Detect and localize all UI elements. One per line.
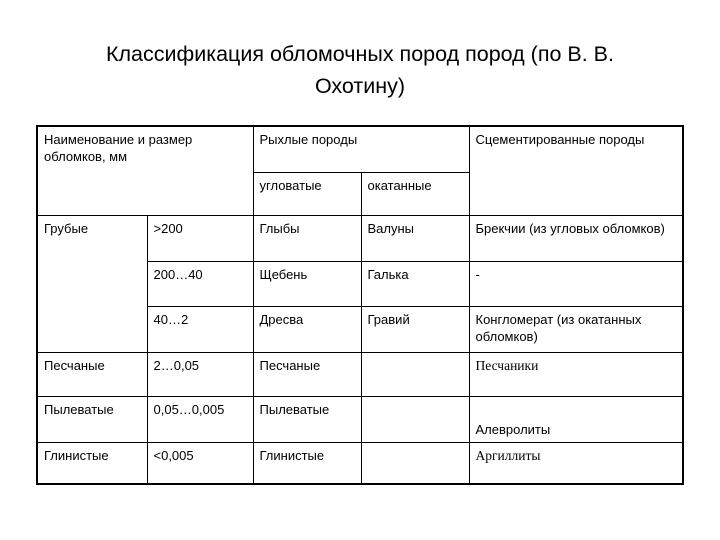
rounded-cell: Валуны xyxy=(361,215,469,261)
size-cell: <0,005 xyxy=(147,442,253,484)
slide-title xyxy=(40,38,680,102)
table-row xyxy=(37,352,683,396)
empty-cell xyxy=(361,352,469,396)
loose-cell: Пылеватые xyxy=(253,396,361,442)
title-line-1: Классификация обломочных пород пород (по В. В. xyxy=(105,42,615,66)
loose-cell: Песчаные xyxy=(253,352,361,396)
classification-table xyxy=(36,125,684,485)
empty-cell xyxy=(361,442,469,484)
size-cell: >200 xyxy=(147,215,253,261)
rounded-cell: Галька xyxy=(361,261,469,306)
header-row xyxy=(37,126,683,172)
header-rounded: окатанные xyxy=(361,172,469,215)
cemented-cell: Брекчии (из угловых обломков) xyxy=(469,215,683,261)
table-row xyxy=(37,442,683,484)
rounded-cell: Гравий xyxy=(361,306,469,352)
header-loose: Рыхлые породы xyxy=(253,126,469,172)
group-cell: Песчаные xyxy=(37,352,147,396)
size-cell: 0,05…0,005 xyxy=(147,396,253,442)
cemented-cell: Алевролиты xyxy=(469,396,683,442)
angular-cell: Дресва xyxy=(253,306,361,352)
size-cell: 2…0,05 xyxy=(147,352,253,396)
group-cell: Пылеватые xyxy=(37,396,147,442)
group-cell: Грубые xyxy=(37,215,147,352)
header-name-size: Наименование и размер обломков, мм xyxy=(37,126,253,215)
header-angular: угловатые xyxy=(253,172,361,215)
size-cell: 200…40 xyxy=(147,261,253,306)
loose-cell: Глинистые xyxy=(253,442,361,484)
empty-cell xyxy=(361,396,469,442)
title-line-2: Охотину) xyxy=(314,74,406,98)
cemented-cell: Конгломерат (из окатанных обломков) xyxy=(469,306,683,352)
table-row xyxy=(37,396,683,442)
cemented-cell: Песчаники xyxy=(469,352,683,396)
group-cell: Глинистые xyxy=(37,442,147,484)
angular-cell: Глыбы xyxy=(253,215,361,261)
cemented-cell: - xyxy=(469,261,683,306)
cemented-cell: Аргиллиты xyxy=(469,442,683,484)
header-cemented: Сцементированные породы xyxy=(469,126,683,215)
table-row xyxy=(37,215,683,261)
angular-cell: Щебень xyxy=(253,261,361,306)
size-cell: 40…2 xyxy=(147,306,253,352)
